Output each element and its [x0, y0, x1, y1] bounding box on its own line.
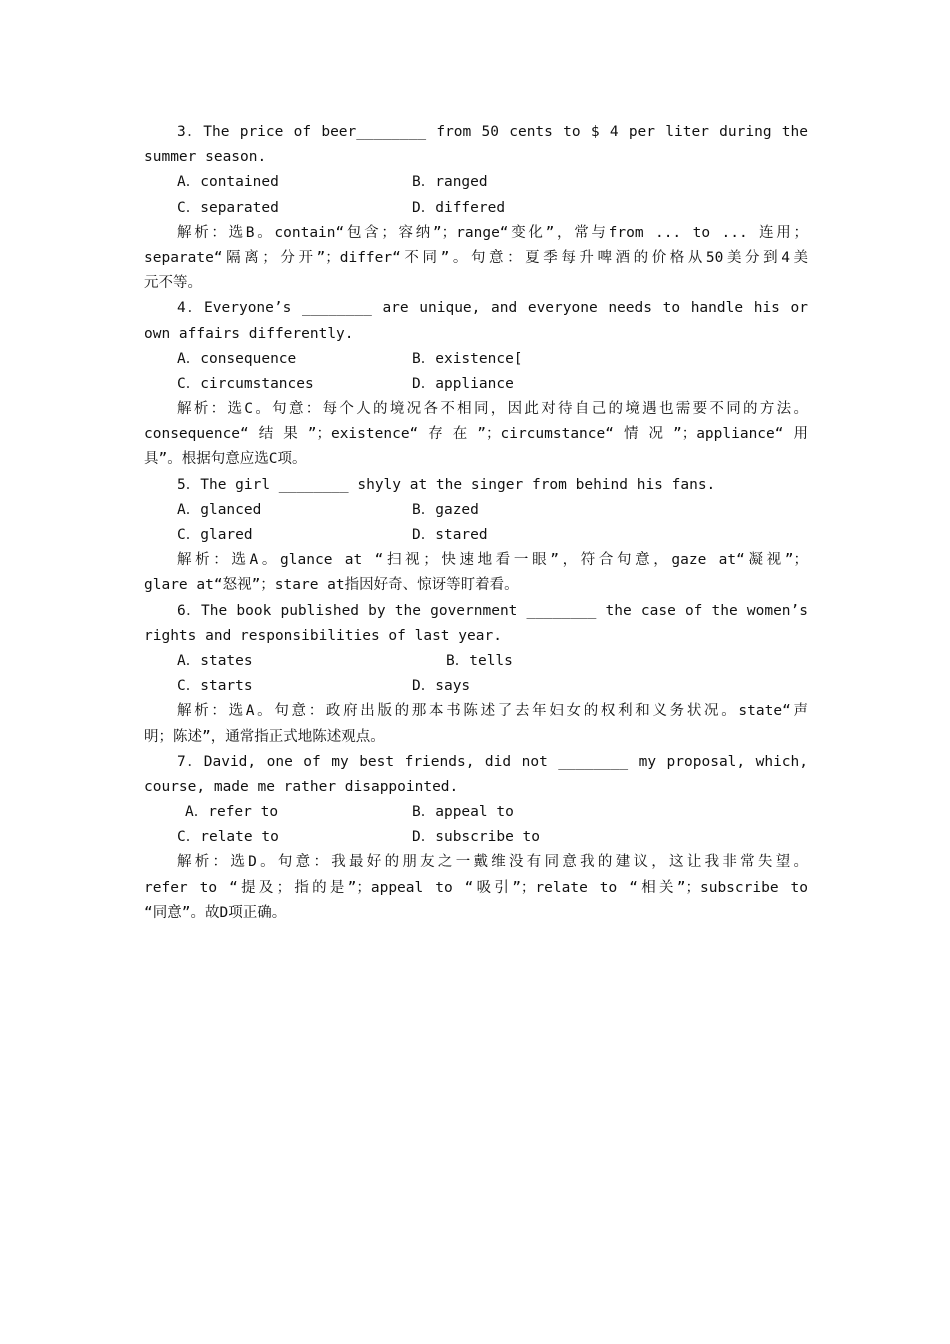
analysis-text: “同意”。故D项正确。	[144, 904, 287, 921]
analysis-text: 元不等。	[144, 275, 202, 292]
option: A．states	[177, 652, 253, 669]
analysis-text: 解析：选B。contain“包含；容纳”；range“变化”，常与from ... to ... 连用；	[177, 224, 808, 241]
analysis-text: refer to “提及；指的是”；appeal to “吸引”；relate to “相关”；subscribe to	[144, 879, 808, 896]
analysis-text: 解析：选A。句意：政府出版的那本书陈述了去年妇女的权利和义务状况。state“声	[177, 703, 808, 720]
question-stem: 4．Everyone’s ________ are unique, and everyone needs to handle his or	[177, 300, 808, 317]
option: C．relate to	[177, 829, 279, 846]
option-row	[144, 800, 808, 825]
option: A．contained	[177, 174, 279, 191]
option: D．says	[412, 678, 471, 695]
option: B．existence[	[412, 350, 523, 367]
question-block	[144, 473, 808, 599]
option-row	[144, 674, 808, 699]
analysis-text: 明；陈述”，通常指正式地陈述观点。	[144, 728, 385, 745]
option: B．tells	[446, 652, 513, 669]
option-row	[144, 825, 808, 850]
option: C．separated	[177, 199, 279, 216]
question-block	[144, 599, 808, 750]
option-row	[144, 649, 808, 674]
analysis-text: glare at“怒视”；stare at指因好奇、惊讶等盯着看。	[144, 577, 519, 594]
option: C．starts	[177, 678, 253, 695]
question-stem: 6．The book published by the government ________ the case of the women’s	[177, 602, 808, 619]
option-row	[144, 196, 808, 221]
option: D．differed	[412, 199, 506, 216]
option: B．ranged	[412, 174, 488, 191]
option: D．subscribe to	[412, 829, 540, 846]
option-row	[144, 170, 808, 195]
analysis-text: 解析：选A。glance at “扫视；快速地看一眼”，符合句意，gaze at“凝视”；	[177, 552, 808, 569]
option: A．glanced	[177, 501, 262, 518]
exercise-content	[144, 120, 808, 926]
option-row	[144, 347, 808, 372]
option: D．stared	[412, 527, 488, 543]
option: A．refer to	[185, 804, 279, 821]
option: B．gazed	[412, 501, 479, 518]
question-stem: 7．David, one of my best friends, did not ________ my proposal, which,	[177, 753, 808, 770]
option: C．circumstances	[177, 375, 314, 392]
question-stem: course, made me rather disappointed.	[144, 778, 459, 795]
option: B．appeal to	[412, 804, 514, 821]
analysis-text: 解析：选D。句意：我最好的朋友之一戴维没有同意我的建议，这让我非常失望。	[177, 854, 808, 871]
option-row	[144, 498, 808, 523]
option: A．consequence	[177, 350, 297, 367]
option: D．appliance	[412, 375, 514, 392]
question-stem: own affairs differently.	[144, 325, 354, 342]
analysis-text: 解析：选C。句意：每个人的境况各不相同，因此对待自己的境遇也需要不同的方法。	[177, 401, 808, 418]
question-stem: summer season.	[144, 149, 267, 166]
question-block	[144, 296, 808, 472]
analysis-text: separate“隔离；分开”；differ“不同”。句意：夏季每升啤酒的价格从50美分到4美	[144, 249, 808, 266]
question-stem: 5．The girl ________ shyly at the singer from behind his fans.	[177, 476, 716, 493]
option: C．glared	[177, 527, 253, 543]
question-block	[144, 120, 808, 296]
option-row	[144, 523, 808, 548]
option-row	[144, 372, 808, 397]
question-block	[144, 750, 808, 926]
question-stem: rights and responsibilities of last year.	[144, 627, 502, 644]
analysis-text: 具”。根据句意应选C项。	[144, 451, 307, 468]
analysis-text: consequence“结果”；existence“存在”；circumstance“情况”；appliance“用	[144, 426, 808, 443]
question-stem: 3．The price of beer________ from 50 cents to $ 4 per liter during the	[177, 124, 808, 140]
